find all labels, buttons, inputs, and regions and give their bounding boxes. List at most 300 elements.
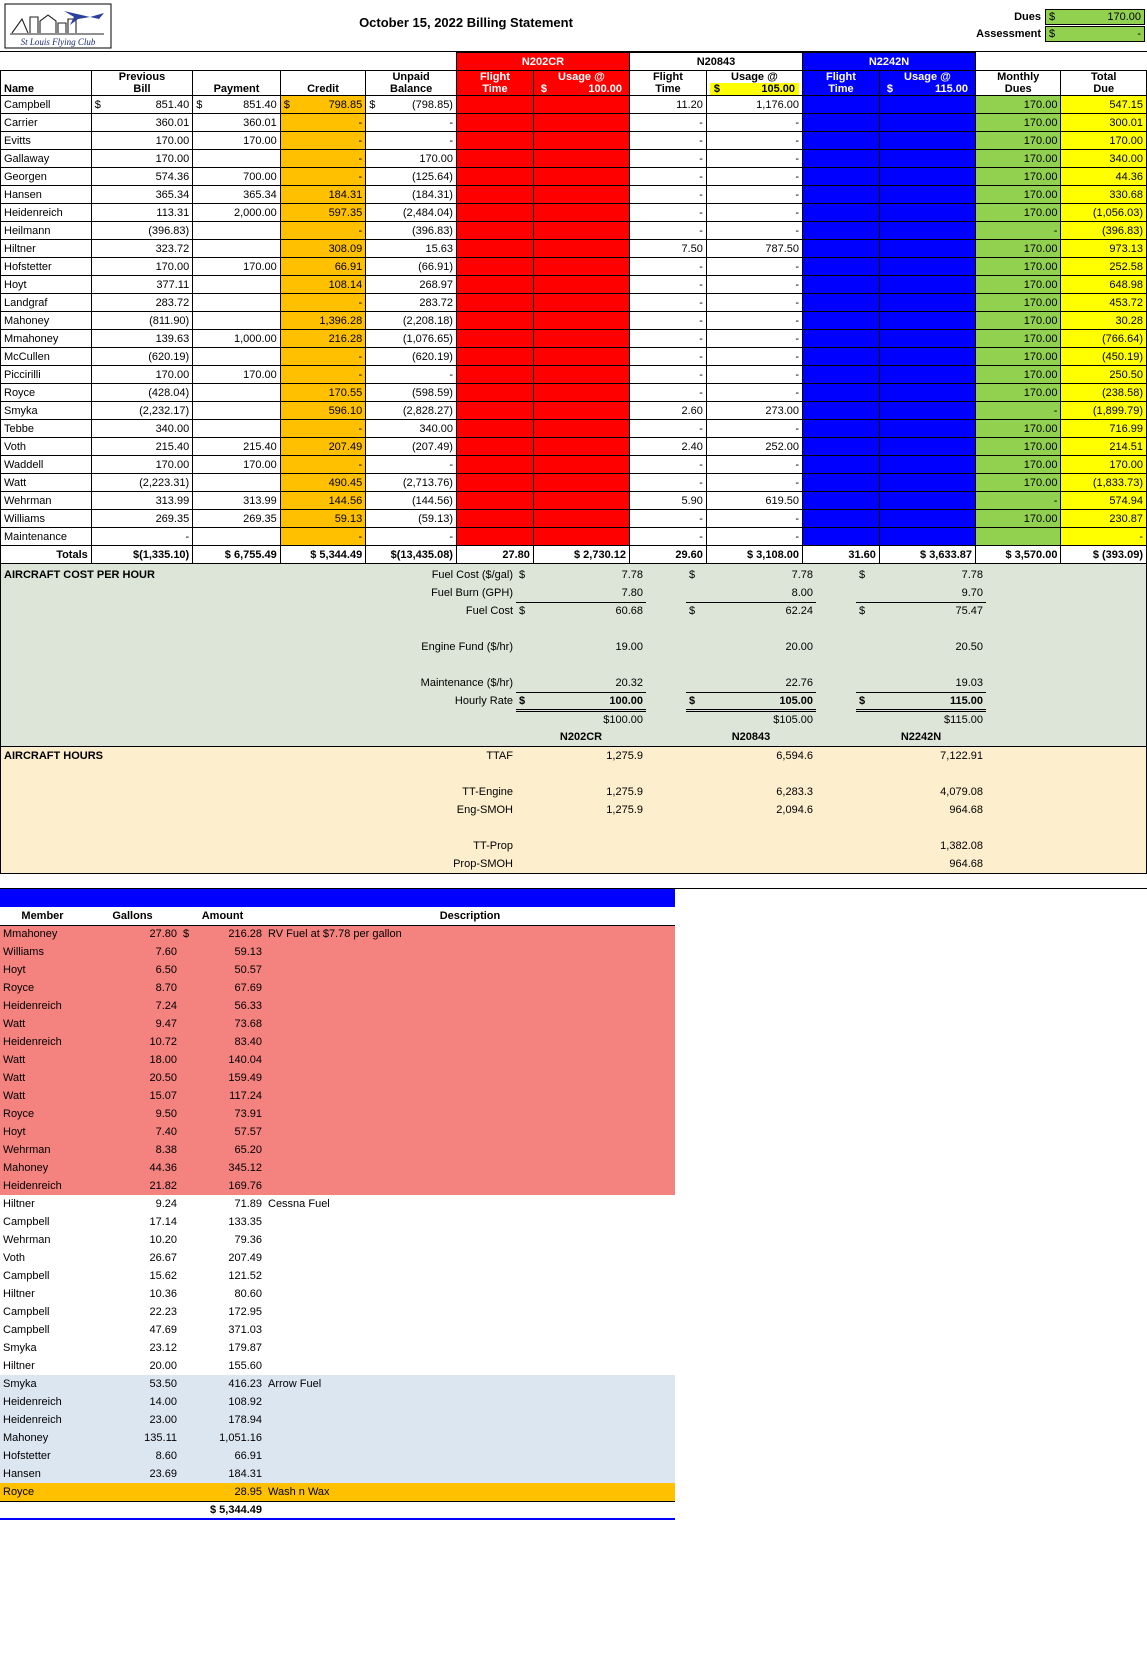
row-usage-n2242n-value: 597.98 bbox=[938, 206, 973, 219]
fuel-gallons: 18.00 bbox=[85, 1051, 180, 1069]
row-previous-bill-value: (2,223.31) bbox=[139, 476, 190, 489]
table-row bbox=[1, 204, 1147, 222]
row-flight-n202cr bbox=[456, 366, 533, 384]
table-row bbox=[1, 438, 1147, 456]
row-usage-n2242n-value: - bbox=[968, 386, 973, 399]
fuel-amount-value: 28.95 bbox=[234, 1485, 262, 1498]
row-usage-n202cr bbox=[533, 222, 629, 240]
row-total-due bbox=[1061, 366, 1147, 384]
cost-amount-1: 7.78 bbox=[621, 569, 643, 581]
row-usage-n202cr bbox=[533, 96, 629, 114]
row-flight-n20843-value: - bbox=[699, 134, 703, 147]
fuel-row-padding bbox=[675, 1465, 1147, 1483]
fuel-amount-currency: $ bbox=[183, 928, 190, 941]
row-usage-n202cr-value: 470.02 bbox=[592, 314, 626, 327]
row-monthly-dues bbox=[976, 384, 1061, 402]
fuel-gallons: 23.69 bbox=[85, 1465, 180, 1483]
fuel-description bbox=[265, 1285, 675, 1303]
row-usage-n20843-value: 273.00 bbox=[765, 404, 799, 417]
row-credit-value: - bbox=[358, 152, 363, 165]
fuel-member: Royce bbox=[0, 979, 85, 997]
row-flight-n202cr bbox=[456, 312, 533, 330]
col-monthly-l1: Monthly bbox=[997, 71, 1040, 83]
cost-spacer bbox=[646, 602, 686, 620]
row-credit-value: 184.31 bbox=[328, 188, 363, 201]
spacer bbox=[231, 728, 516, 746]
row-credit bbox=[280, 330, 365, 348]
fuel-row-padding bbox=[675, 1213, 1147, 1231]
row-usage-n20843-value: - bbox=[795, 530, 799, 543]
row-flight-n2242n bbox=[803, 366, 880, 384]
row-credit bbox=[280, 474, 365, 492]
spacer bbox=[646, 837, 686, 855]
cost-value-3 bbox=[856, 602, 986, 620]
row-payment bbox=[193, 474, 281, 492]
col-flight-l2-c: Time bbox=[828, 83, 854, 95]
row-credit bbox=[280, 240, 365, 258]
fuel-amount-value: 56.33 bbox=[234, 1000, 262, 1012]
row-previous-bill-value: 377.11 bbox=[156, 278, 190, 291]
row-flight-n2242n-value: - bbox=[872, 134, 876, 147]
spacer bbox=[816, 747, 856, 765]
cost-value-2 bbox=[686, 656, 816, 674]
row-payment-value: 170.00 bbox=[243, 458, 277, 471]
col-usage-n202cr bbox=[533, 71, 629, 96]
fuel-member: Hiltner bbox=[0, 1357, 85, 1375]
table-row bbox=[1, 528, 1147, 546]
hours-row bbox=[1, 837, 1147, 855]
row-unpaid-balance bbox=[366, 240, 457, 258]
row-credit-value: - bbox=[358, 224, 363, 237]
fuel-member: Watt bbox=[0, 1015, 85, 1033]
fuel-member: Watt bbox=[0, 1051, 85, 1069]
row-flight-n2242n bbox=[803, 168, 880, 186]
fuel-gallons: 9.50 bbox=[85, 1105, 180, 1123]
row-previous-bill-value: 283.72 bbox=[155, 296, 190, 309]
row-flight-n20843-value: - bbox=[699, 152, 703, 165]
row-payment bbox=[193, 186, 281, 204]
row-flight-n20843-value: - bbox=[699, 530, 703, 543]
row-total-due-value: (1,833.73) bbox=[1092, 476, 1143, 489]
totals-usage-n20843: $ 3,108.00 bbox=[706, 546, 802, 564]
cost-spacer bbox=[646, 674, 686, 692]
row-usage-n2242n bbox=[879, 276, 975, 294]
row-flight-n20843 bbox=[629, 222, 706, 240]
row-monthly-dues bbox=[976, 132, 1061, 150]
row-total-due-value: (1,056.03) bbox=[1092, 206, 1143, 219]
fuel-amount bbox=[180, 1483, 265, 1501]
row-usage-n202cr bbox=[533, 420, 629, 438]
row-usage-n202cr bbox=[533, 132, 629, 150]
row-payment-currency: $ bbox=[196, 98, 203, 111]
row-flight-n2242n bbox=[803, 384, 880, 402]
aircraft-hours-table bbox=[1, 747, 1147, 873]
fuel-row-padding bbox=[675, 1267, 1147, 1285]
hours-row bbox=[1, 765, 1147, 783]
row-total-due-value: (238.58) bbox=[1102, 386, 1143, 399]
row-flight-n202cr bbox=[456, 96, 533, 114]
row-previous-bill bbox=[91, 132, 192, 150]
row-unpaid-balance bbox=[366, 492, 457, 510]
fuel-gallons: 7.24 bbox=[85, 997, 180, 1015]
fuel-amount bbox=[180, 1087, 265, 1105]
row-flight-n202cr bbox=[456, 186, 533, 204]
row-flight-n2242n bbox=[803, 528, 880, 546]
cost-spacer bbox=[816, 692, 856, 710]
row-monthly-dues bbox=[976, 330, 1061, 348]
row-monthly-dues bbox=[976, 276, 1061, 294]
cost-currency-3: $ bbox=[859, 605, 866, 618]
fuel-gallons: 10.72 bbox=[85, 1033, 180, 1051]
row-member-name bbox=[1, 438, 92, 456]
row-usage-n2242n-value: - bbox=[968, 98, 973, 111]
fuel-amount-value: 179.87 bbox=[228, 1342, 262, 1354]
totals-total-due: $ (393.09) bbox=[1061, 546, 1147, 564]
fuel-amount-value: 83.40 bbox=[234, 1036, 262, 1048]
row-member-name-value: Landgraf bbox=[4, 296, 48, 309]
row-usage-n20843-value: - bbox=[795, 458, 799, 471]
usage-currency-b: $ bbox=[713, 83, 720, 95]
col-monthly-dues bbox=[976, 71, 1061, 96]
row-previous-bill-value: 113.31 bbox=[156, 206, 190, 219]
row-usage-n202cr-value: 140.01 bbox=[592, 332, 626, 345]
row-credit-value: 490.45 bbox=[328, 476, 363, 489]
row-flight-n2242n-value: 3.00 bbox=[854, 188, 876, 201]
row-usage-n2242n bbox=[879, 258, 975, 276]
spacer bbox=[646, 819, 686, 837]
fuel-description bbox=[265, 1447, 675, 1465]
list-item bbox=[0, 1141, 1147, 1159]
spacer bbox=[986, 837, 1147, 855]
tail-number-1: N202CR bbox=[559, 731, 603, 743]
row-total-due bbox=[1061, 384, 1147, 402]
row-flight-n20843 bbox=[629, 474, 706, 492]
row-payment-value: 360.01 bbox=[243, 116, 277, 129]
fuel-amount-value: 108.92 bbox=[228, 1396, 262, 1408]
fuel-member: Mahoney bbox=[0, 1159, 85, 1177]
row-credit bbox=[280, 132, 365, 150]
row-previous-bill bbox=[91, 150, 192, 168]
fuel-amount-value: 155.60 bbox=[228, 1360, 262, 1372]
fuel-amount bbox=[180, 1339, 265, 1357]
fuel-grand-total-spacer bbox=[85, 1501, 180, 1519]
row-usage-n20843-value: 252.00 bbox=[765, 440, 799, 453]
fuel-amount bbox=[180, 925, 265, 943]
page-title: October 15, 2022 Billing Statement bbox=[359, 15, 573, 30]
fuel-amount-value: 207.49 bbox=[228, 1252, 262, 1264]
row-payment bbox=[193, 258, 281, 276]
cost-amount-2: 8.00 bbox=[791, 586, 813, 599]
row-flight-n202cr-value: 6.60 bbox=[508, 206, 530, 219]
row-monthly-dues-value: 170.00 bbox=[1023, 368, 1058, 381]
fuel-gallons bbox=[85, 1483, 180, 1501]
list-item bbox=[0, 979, 1147, 997]
row-credit bbox=[280, 222, 365, 240]
row-credit bbox=[280, 384, 365, 402]
club-logo bbox=[0, 0, 115, 51]
row-flight-n2242n bbox=[803, 294, 880, 312]
fuel-description: Cessna Fuel bbox=[265, 1195, 675, 1213]
cost-value-1 bbox=[516, 638, 646, 656]
row-monthly-dues-value: 170.00 bbox=[1023, 278, 1058, 291]
fuel-row-padding bbox=[675, 1195, 1147, 1213]
fuel-gallons: 22.23 bbox=[85, 1303, 180, 1321]
row-usage-n202cr-value: 660.03 bbox=[592, 206, 626, 219]
fuel-description bbox=[265, 1159, 675, 1177]
fuel-member: Smyka bbox=[0, 1375, 85, 1393]
row-credit bbox=[280, 510, 365, 528]
fuel-member: Mmahoney bbox=[0, 925, 85, 943]
hours-value-2 bbox=[686, 855, 816, 873]
row-monthly-dues bbox=[976, 186, 1061, 204]
cost-currency-3: $ bbox=[859, 694, 866, 707]
row-member-name-value: Hiltner bbox=[4, 242, 36, 255]
row-previous-bill bbox=[91, 168, 192, 186]
cost-currency-2: $ bbox=[689, 569, 696, 581]
col-usage-n20843 bbox=[706, 71, 802, 96]
row-member-name bbox=[1, 222, 92, 240]
row-flight-n20843-value: - bbox=[699, 314, 703, 327]
row-payment bbox=[193, 402, 281, 420]
row-total-due bbox=[1061, 420, 1147, 438]
row-flight-n2242n-value: 5.20 bbox=[854, 206, 876, 219]
row-usage-n2242n bbox=[879, 348, 975, 366]
fuel-gallons: 8.60 bbox=[85, 1447, 180, 1465]
row-payment bbox=[193, 366, 281, 384]
row-unpaid-balance-value: (144.56) bbox=[412, 494, 453, 507]
fuel-row-padding bbox=[675, 943, 1147, 961]
row-unpaid-balance bbox=[366, 384, 457, 402]
row-flight-n202cr bbox=[456, 222, 533, 240]
row-monthly-dues-value: 170.00 bbox=[1023, 350, 1058, 363]
row-unpaid-balance bbox=[366, 348, 457, 366]
row-flight-n20843 bbox=[629, 348, 706, 366]
row-unpaid-balance-value: 170.00 bbox=[419, 152, 453, 165]
row-monthly-dues bbox=[976, 222, 1061, 240]
cost-value-1 bbox=[516, 656, 646, 674]
row-usage-n2242n bbox=[879, 96, 975, 114]
row-payment bbox=[193, 384, 281, 402]
cost-section-heading-cell bbox=[1, 638, 231, 656]
fuel-row-padding bbox=[675, 1159, 1147, 1177]
row-flight-n2242n-value: - bbox=[872, 386, 876, 399]
row-monthly-dues bbox=[976, 150, 1061, 168]
list-item bbox=[0, 1177, 1147, 1195]
row-usage-n20843-value: - bbox=[795, 116, 799, 129]
row-payment-value: 700.00 bbox=[243, 170, 277, 183]
cost-amount-3: 75.47 bbox=[955, 605, 983, 618]
row-credit-value: 144.56 bbox=[328, 494, 363, 507]
list-item bbox=[0, 1159, 1147, 1177]
row-flight-n2242n-value: 0.70 bbox=[854, 368, 876, 381]
fuel-amount-value: 184.31 bbox=[228, 1468, 262, 1480]
row-member-name bbox=[1, 384, 92, 402]
row-usage-n2242n-value: - bbox=[968, 116, 973, 129]
row-monthly-dues bbox=[976, 438, 1061, 456]
row-unpaid-balance-value: (1,076.65) bbox=[402, 332, 453, 345]
row-payment bbox=[193, 240, 281, 258]
row-usage-n2242n bbox=[879, 168, 975, 186]
fuel-gallons: 23.12 bbox=[85, 1339, 180, 1357]
fuel-description bbox=[265, 1249, 675, 1267]
row-previous-bill-value: 340.00 bbox=[155, 422, 190, 435]
hours-section-heading-cell bbox=[1, 855, 231, 873]
fuel-row-padding bbox=[675, 1105, 1147, 1123]
row-flight-n202cr-value: - bbox=[526, 260, 530, 273]
fuel-row-padding bbox=[675, 1285, 1147, 1303]
row-unpaid-balance-value: 283.72 bbox=[419, 296, 453, 309]
row-flight-n2242n bbox=[803, 186, 880, 204]
spacer bbox=[986, 765, 1147, 783]
fuel-amount-value: 140.04 bbox=[228, 1054, 262, 1066]
fuel-row-padding bbox=[675, 979, 1147, 997]
row-previous-bill-value: (428.04) bbox=[148, 386, 190, 399]
row-payment bbox=[193, 456, 281, 474]
row-member-name-value: Watt bbox=[4, 476, 27, 489]
row-credit-value: 798.85 bbox=[328, 98, 363, 111]
fuel-amount bbox=[180, 1357, 265, 1375]
row-usage-n202cr bbox=[533, 294, 629, 312]
row-flight-n2242n bbox=[803, 240, 880, 258]
cost-row bbox=[1, 566, 1147, 584]
cost-row-label: Hourly Rate bbox=[454, 695, 513, 707]
row-unpaid-balance-value: (598.59) bbox=[412, 386, 453, 399]
spacer bbox=[986, 819, 1147, 837]
row-total-due bbox=[1061, 402, 1147, 420]
row-member-name bbox=[1, 366, 92, 384]
cost-row-label bbox=[231, 710, 516, 728]
row-credit bbox=[280, 528, 365, 546]
row-unpaid-balance bbox=[366, 258, 457, 276]
aircraft-hours-body bbox=[1, 747, 1147, 873]
hours-row bbox=[1, 819, 1147, 837]
usage-rate-c: 115.00 bbox=[934, 83, 969, 95]
fuel-row-padding bbox=[675, 1447, 1147, 1465]
table-row bbox=[1, 510, 1147, 528]
row-usage-n202cr bbox=[533, 438, 629, 456]
cost-value-2 bbox=[686, 638, 816, 656]
cost-row-label: Fuel Burn (GPH) bbox=[431, 587, 513, 599]
fuel-description: RV Fuel at $7.78 per gallon bbox=[265, 925, 675, 943]
fuel-amount-value: 73.91 bbox=[234, 1108, 262, 1120]
row-usage-n20843 bbox=[706, 96, 802, 114]
row-flight-n2242n bbox=[803, 510, 880, 528]
row-credit-value: - bbox=[358, 296, 363, 309]
statement-header bbox=[0, 0, 1147, 52]
fuel-row-padding bbox=[675, 1033, 1147, 1051]
row-member-name bbox=[1, 474, 92, 492]
fuel-gallons: 17.14 bbox=[85, 1213, 180, 1231]
row-credit bbox=[280, 438, 365, 456]
usage-currency-a: $ bbox=[540, 83, 547, 95]
fuel-amount-value: 67.69 bbox=[234, 982, 262, 994]
row-monthly-dues-value: 170.00 bbox=[1023, 476, 1058, 489]
row-flight-n202cr bbox=[456, 114, 533, 132]
fuel-member: Watt bbox=[0, 1069, 85, 1087]
row-member-name bbox=[1, 186, 92, 204]
assessment-value-cell bbox=[1045, 26, 1145, 42]
row-previous-bill bbox=[91, 348, 192, 366]
row-flight-n202cr-value: - bbox=[526, 98, 530, 111]
row-usage-n20843 bbox=[706, 456, 802, 474]
cost-amount-3: $115.00 bbox=[944, 713, 983, 726]
row-member-name bbox=[1, 348, 92, 366]
row-credit-value: - bbox=[358, 350, 363, 363]
row-previous-bill bbox=[91, 474, 192, 492]
row-previous-bill-value: 851.40 bbox=[155, 98, 190, 111]
row-flight-n2242n bbox=[803, 276, 880, 294]
cost-row-label: Fuel Cost bbox=[465, 605, 513, 617]
cost-row bbox=[1, 656, 1147, 674]
row-flight-n20843-value: - bbox=[699, 512, 703, 525]
row-payment bbox=[193, 348, 281, 366]
row-unpaid-balance-value: - bbox=[449, 530, 453, 543]
row-total-due-value: (766.64) bbox=[1102, 332, 1143, 345]
row-usage-n20843-value: - bbox=[795, 206, 799, 219]
col-monthly-l2: Dues bbox=[1004, 83, 1032, 95]
row-flight-n202cr bbox=[456, 240, 533, 258]
row-flight-n202cr-value: 1.40 bbox=[508, 332, 530, 345]
row-previous-bill bbox=[91, 384, 192, 402]
row-flight-n2242n bbox=[803, 150, 880, 168]
cost-amount-2: 62.24 bbox=[785, 605, 813, 618]
row-unpaid-balance bbox=[366, 132, 457, 150]
row-payment-value: 170.00 bbox=[243, 368, 277, 381]
row-previous-bill bbox=[91, 438, 192, 456]
fuel-amount bbox=[180, 1375, 265, 1393]
row-payment-value: 215.40 bbox=[243, 440, 277, 453]
row-flight-n202cr bbox=[456, 438, 533, 456]
row-usage-n202cr-value: - bbox=[622, 440, 626, 453]
row-previous-bill bbox=[91, 456, 192, 474]
cost-amount-2: 22.76 bbox=[785, 676, 813, 689]
assessment-label: Assessment bbox=[976, 28, 1041, 40]
fuel-amount-value: 79.36 bbox=[234, 1234, 262, 1246]
row-unpaid-balance bbox=[366, 330, 457, 348]
cost-spacer bbox=[816, 674, 856, 692]
table-row bbox=[1, 420, 1147, 438]
fuel-description bbox=[265, 1069, 675, 1087]
row-usage-n2242n-value: - bbox=[968, 530, 973, 543]
billing-table-body bbox=[1, 96, 1147, 546]
fuel-member: Watt bbox=[0, 1087, 85, 1105]
row-previous-bill-value: 170.00 bbox=[155, 368, 190, 381]
fuel-member: Hoyt bbox=[0, 1123, 85, 1141]
fuel-description bbox=[265, 943, 675, 961]
fuel-amount-value: 178.94 bbox=[228, 1414, 262, 1426]
row-flight-n20843-value: - bbox=[699, 224, 703, 237]
col-flight-time-n2242n bbox=[803, 71, 880, 96]
list-item bbox=[0, 1033, 1147, 1051]
row-previous-bill bbox=[91, 204, 192, 222]
row-credit-value: 1,396.28 bbox=[319, 314, 363, 327]
bottom-rule bbox=[0, 1519, 675, 1537]
cost-amount-1: 20.32 bbox=[615, 676, 643, 689]
row-flight-n2242n-value: - bbox=[872, 332, 876, 345]
cost-value-3 bbox=[856, 710, 986, 728]
row-monthly-dues-value: 170.00 bbox=[1023, 512, 1058, 525]
tail-number-row bbox=[1, 728, 1147, 746]
fuel-description: Arrow Fuel bbox=[265, 1375, 675, 1393]
fuel-row-padding bbox=[675, 997, 1147, 1015]
row-monthly-dues-value: 170.00 bbox=[1023, 152, 1058, 165]
row-monthly-dues-value: 170.00 bbox=[1023, 386, 1058, 399]
spacer bbox=[986, 747, 1147, 765]
row-usage-n2242n bbox=[879, 222, 975, 240]
usage-currency-c: $ bbox=[886, 83, 894, 95]
row-unpaid-balance-value: (59.13) bbox=[418, 512, 453, 525]
fuel-section-divider bbox=[0, 889, 1147, 907]
